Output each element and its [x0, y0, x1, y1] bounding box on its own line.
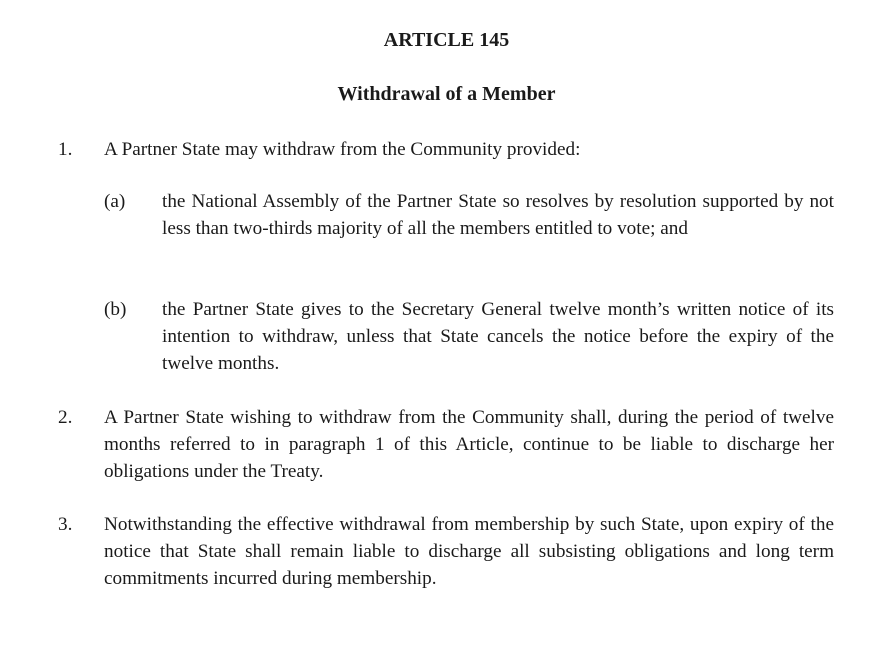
item-a-label: (a) [104, 191, 126, 212]
paragraph-2-text: A Partner State wishing to withdraw from the Community shall, during the period of twelve months referred to in paragraph 1 of this Article, continue to be liable to discharge her obligations under the Treaty. [104, 407, 834, 482]
paragraph-3-number: 3. [58, 514, 73, 535]
paragraph-3-text: Notwithstanding the effective withdrawal from membership by such State, upon expiry of the notice that State shall remain liable to discharge all subsisting obligations and long term commitments incurred during membership. [104, 514, 834, 589]
article-heading: ARTICLE 145 [383, 29, 510, 51]
article-subheading: Withdrawal of a Member [337, 83, 556, 105]
paragraph-1-number: 1. [58, 139, 73, 160]
item-b-label: (b) [104, 299, 127, 320]
item-b-text: the Partner State gives to the Secretary General twelve month’s written notice of its intention to withdraw, unless that State cancels the notice before the expiry of the twelve months. [162, 299, 834, 374]
item-a-text: the National Assembly of the Partner State so resolves by resolution supported by not less than two-thirds majority of all the members entitled to vote; and [162, 191, 834, 239]
paragraph-2-number: 2. [58, 407, 73, 428]
paragraph-1-text: A Partner State may withdraw from the Community provided: [104, 139, 581, 160]
